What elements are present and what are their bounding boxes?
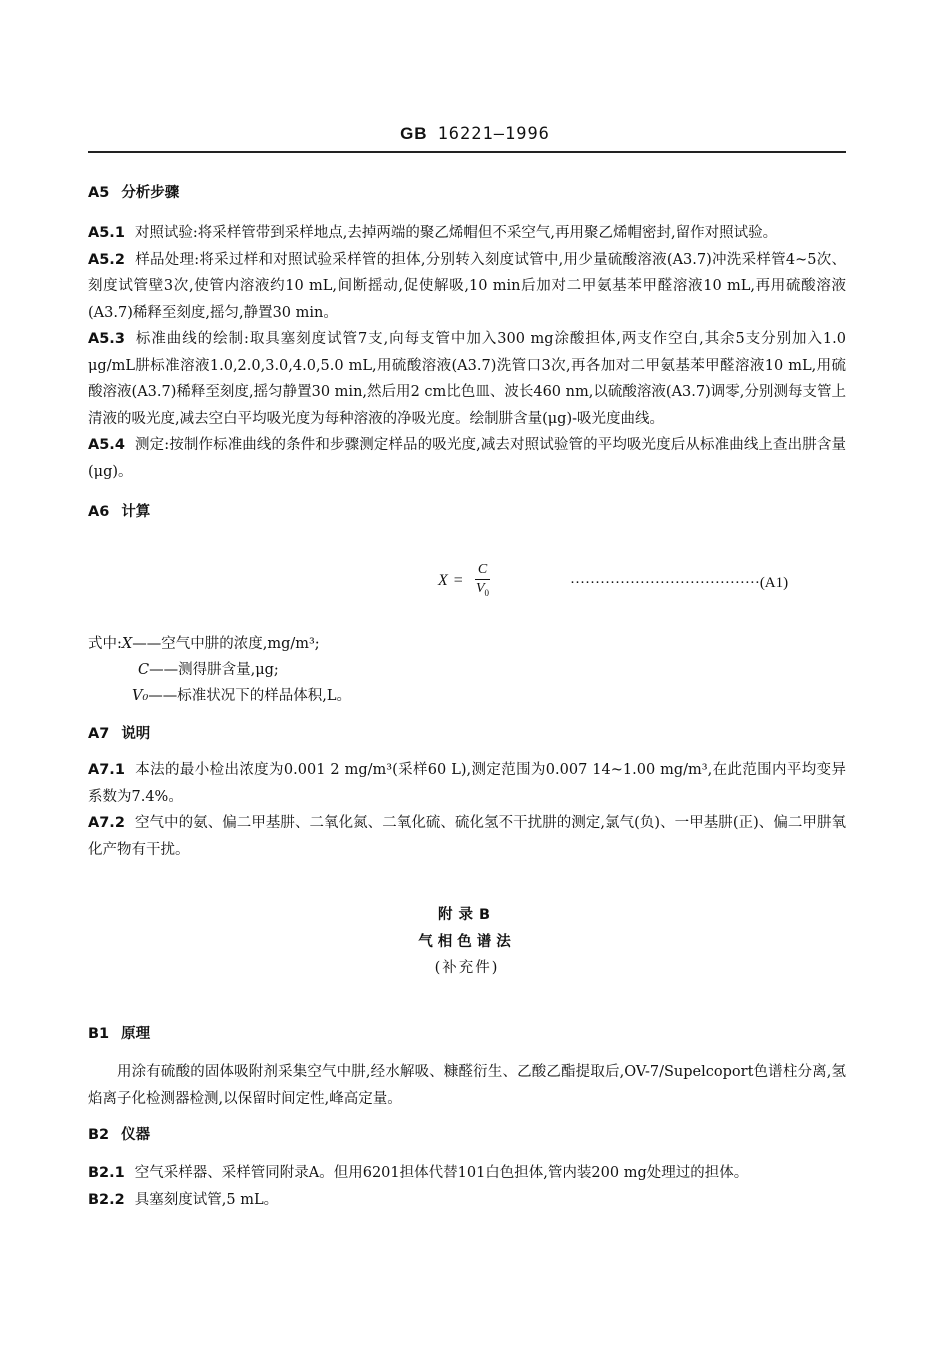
document-header xyxy=(0,124,950,144)
paragraph-a5-1: A5.1 对照试验:将采样管带到采样地点,去掉两端的聚乙烯帽但不采空气,再用聚乙烯帽密封,留作对照试验。 xyxy=(88,225,778,241)
equation-number: ······································(A1) xyxy=(570,575,789,591)
appendix-subtitle: (补充件) xyxy=(434,960,500,976)
header-rule xyxy=(88,151,846,153)
symbol-definitions xyxy=(88,631,846,709)
standard-code: 16221—1996 xyxy=(437,124,550,144)
formula-fraction: $\frac{C}{V_0}$ xyxy=(475,562,490,598)
paragraph-a7-2: A7.2 空气中的氨、偏二甲基肼、二氧化氮、二氧化硫、硫化氢不干扰肼的测定,氯气(负)、一甲基肼(正)、偏二甲肼氧化产物有干扰。 xyxy=(88,815,846,858)
section-heading-a6: A6 计算 xyxy=(88,504,151,520)
appendix-label: 附录B xyxy=(437,907,497,923)
paragraph-b2-2: B2.2 具塞刻度试管,5 mL。 xyxy=(88,1191,279,1208)
formula-a1 xyxy=(88,561,846,611)
section-heading-a5: A5 分析步骤 xyxy=(88,185,180,201)
paragraph-a5-3: A5.3 标准曲线的绘制:取具塞刻度试管7支,向每支管中加入300 mg涂酸担体,两支作空白,其余5支分别加入1.0 μg/mL肼标准溶液1.0,2.0,3.0,4.0,5.0 mL,用硫酸溶液(A3.7)洗管口3次,再各加对二甲氨基苯甲醛溶液10 mL,用硫酸溶液(A3.7)稀释至刻度,摇匀静置30 min,然后用2 cm比色皿、波长460 nm,以硫酸溶液(A3.7)调零,分别测每支管上清液的吸光度,减去空白平均吸光度为每种溶液的净吸光度。绘制肼含量(μg)-吸光度曲线。 xyxy=(88,331,846,427)
section-heading-a7: A7 说明 xyxy=(88,726,151,742)
standard-prefix: GB xyxy=(400,124,428,143)
paragraph-a5-2: A5.2 样品处理:将采过样和对照试验采样管的担体,分别转入刻度试管中,用少量硫酸溶液(A3.7)冲洗采样管4~5次、刻度试管壁3次,使管内溶液约10 mL,间断摇动,促使解吸,10 min后加对二甲氨基苯甲醛溶液10 mL,再用硫酸溶液(A3.7)稀释至刻度,摇匀,静置30 min。 xyxy=(88,251,846,321)
definition-row: C——测得肼含量,μg; xyxy=(138,662,279,678)
definition-row: 式中:X——空气中肼的浓度,mg/m³; xyxy=(88,636,320,652)
section-heading-b1: B1 原理 xyxy=(88,1026,151,1042)
page-content xyxy=(88,180,846,1213)
paragraph-a5-4: A5.4 测定:按制作标准曲线的条件和步骤测定样品的吸光度,减去对照试验管的平均吸光度后从标准曲线上查出肼含量(μg)。 xyxy=(88,437,846,480)
section-heading-b2: B2 仪器 xyxy=(88,1127,151,1143)
paragraph-b2-1: B2.1 空气采样器、采样管同附录A。但用6201担体代替101白色担体,管内装200 mg处理过的担体。 xyxy=(88,1165,749,1181)
appendix-title: 气相色谱法 xyxy=(418,934,516,950)
paragraph-a7-1: A7.1 本法的最小检出浓度为0.001 2 mg/m³(采样60 L),测定范围为0.007 14~1.00 mg/m³,在此范围内平均变异系数为7.4%。 xyxy=(88,762,846,805)
definition-row: V₀——标准状况下的样品体积,L。 xyxy=(132,688,352,704)
formula-expression: X = $\frac{C}{V_0}$ xyxy=(438,561,490,602)
paragraph-b1: 用涂有硫酸的固体吸附剂采集空气中肼,经水解吸、糠醛衍生、乙酸乙酯提取后,OV-7/Supelcoport色谱柱分离,氢焰离子化检测器检测,以保留时间定性,峰高定量。 xyxy=(88,1064,846,1107)
